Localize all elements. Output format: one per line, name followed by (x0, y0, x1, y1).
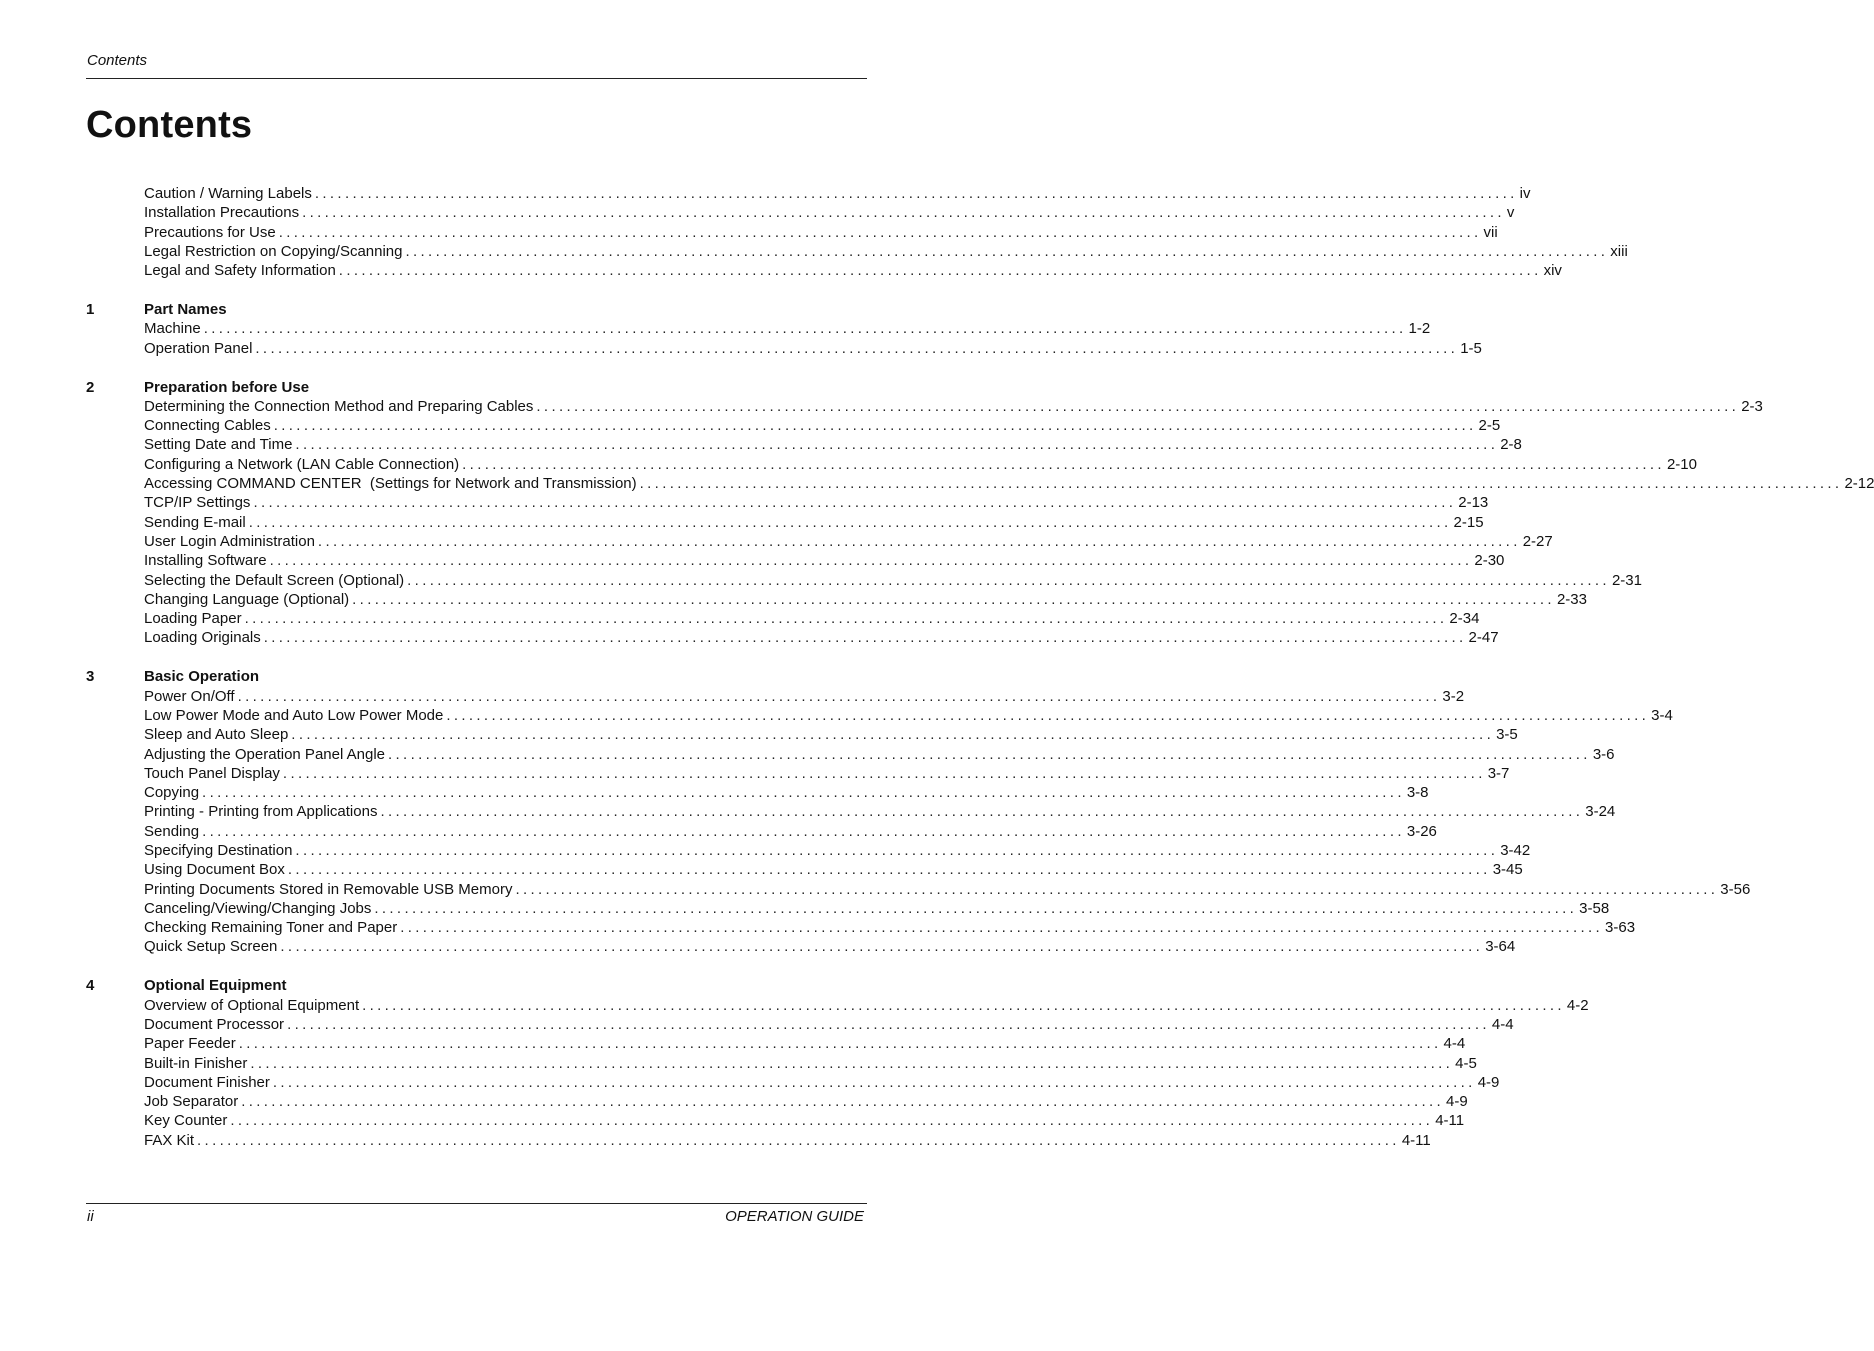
toc-entry-title: Installation Precautions (144, 204, 300, 222)
header-rule (86, 78, 867, 79)
dot-leader: ................................................................................................................................................................ (407, 571, 1610, 589)
toc-entry[interactable] (144, 1034, 1466, 1053)
toc-entry-page: 4-4 (1443, 1035, 1466, 1053)
dot-leader: ................................................................................................................................................................ (230, 1112, 1434, 1130)
dot-leader: ................................................................................................................................................................ (446, 706, 1650, 724)
chapter-number: 1 (86, 301, 95, 319)
toc-entry-title: Document Processor (144, 1015, 285, 1033)
toc-entry[interactable] (144, 397, 1763, 416)
dot-leader: ................................................................................................................................................................ (380, 803, 1584, 821)
toc-entry[interactable] (144, 687, 1465, 706)
toc-entry[interactable] (144, 319, 1431, 338)
toc-entry-page: 3-8 (1406, 784, 1429, 802)
dot-leader: ................................................................................................................................................................ (241, 1093, 1445, 1111)
dot-leader: ................................................................................................................................................................ (237, 687, 1441, 705)
dot-leader: ................................................................................................................................................................ (362, 996, 1565, 1014)
toc-chapter-1 (86, 300, 1482, 358)
footer-guide-name: OPERATION GUIDE (725, 1208, 864, 1225)
dot-leader: ................................................................................................................................................................ (263, 629, 1467, 647)
toc-entry-page: 2-13 (1458, 494, 1489, 512)
toc-entry-page: v (1506, 204, 1515, 222)
toc-entry-page: 2-27 (1522, 532, 1553, 550)
toc-entry-title: Operation Panel (144, 339, 253, 357)
dot-leader: ................................................................................................................................................................ (280, 938, 1484, 956)
chapter-heading[interactable] (86, 667, 834, 686)
toc-front-matter (86, 184, 1628, 280)
toc-entry-page: 3-24 (1585, 803, 1616, 821)
toc-entry-title: Machine (144, 320, 201, 338)
dot-leader: ................................................................................................................................................................ (273, 417, 1477, 435)
toc-entry-title: Determining the Connection Method and Preparing Cables (144, 397, 534, 415)
toc-entry-title: Legal and Safety Information (144, 262, 336, 280)
toc-entry-page: 2-12 (1844, 475, 1874, 493)
toc-entry-page: 2-15 (1453, 513, 1484, 531)
toc-entry-title: Adjusting the Operation Panel Angle (144, 745, 386, 763)
toc-entry[interactable] (144, 513, 1484, 532)
dot-leader: ................................................................................................................................................................ (278, 223, 1482, 241)
toc-entry-title: Sending E-mail (144, 513, 246, 531)
toc-entry-title: Paper Feeder (144, 1035, 236, 1053)
toc-entry-title: Accessing COMMAND CENTER (Settings for Network and Transmission) (144, 475, 637, 493)
toc-entry-page: 2-47 (1468, 629, 1499, 647)
chapter-heading[interactable] (86, 976, 834, 995)
dot-leader: ................................................................................................................................................................ (317, 532, 1521, 550)
toc-entry[interactable] (144, 1073, 1500, 1092)
toc-entry[interactable] (144, 1131, 1431, 1150)
toc-entry-title: Loading Paper (144, 610, 242, 628)
toc-entry[interactable] (144, 1015, 1514, 1034)
toc-entry-title: Specifying Destination (144, 841, 293, 859)
toc-entry[interactable] (144, 783, 1429, 802)
dot-leader: ................................................................................................................................................................ (400, 919, 1604, 937)
dot-leader: ................................................................................................................................................................ (282, 764, 1486, 782)
toc-entry[interactable] (144, 628, 1499, 647)
toc-entry-title: Power On/Off (144, 687, 235, 705)
toc-entry[interactable] (144, 223, 1498, 242)
dot-leader: ................................................................................................................................................................ (202, 784, 1405, 802)
dot-leader: ................................................................................................................................................................ (405, 242, 1609, 260)
toc-entry-page: 3-5 (1496, 726, 1518, 744)
toc-entry[interactable] (144, 1092, 1468, 1111)
toc-entry-page: xiv (1543, 262, 1562, 280)
dot-leader: ................................................................................................................................................................ (314, 185, 1518, 202)
toc-entry-title: Touch Panel Display (144, 764, 280, 782)
toc-entry-page: 3-26 (1406, 822, 1437, 840)
toc-entry-page: 4-9 (1446, 1093, 1468, 1111)
toc-entry[interactable] (144, 1054, 1477, 1073)
dot-leader: ................................................................................................................................................................ (302, 204, 1505, 222)
toc-entry-title: Selecting the Default Screen (Optional) (144, 571, 405, 589)
toc-entry[interactable] (144, 455, 1697, 474)
toc-entry-page: xiii (1610, 242, 1628, 260)
dot-leader: ................................................................................................................................................................ (250, 1054, 1454, 1072)
dot-leader: ................................................................................................................................................................ (197, 1131, 1400, 1149)
footer-page-number: ii (87, 1208, 94, 1225)
toc-entry-page: 2-10 (1666, 455, 1697, 473)
toc-entry[interactable] (144, 571, 1642, 590)
toc-entry-title: Sleep and Auto Sleep (144, 726, 289, 744)
toc-entry-page: 4-11 (1401, 1131, 1431, 1149)
toc-entry[interactable] (144, 996, 1589, 1015)
toc-entry-page: 2-31 (1611, 571, 1642, 589)
toc-entry-title: Changing Language (Optional) (144, 590, 350, 608)
toc-entry[interactable] (144, 435, 1522, 454)
toc-entry[interactable] (144, 841, 1531, 860)
toc-entry-title: Printing Documents Stored in Removable USB Memory (144, 880, 513, 898)
toc-entry-page: 4-4 (1491, 1015, 1514, 1033)
toc-entry-title: Sending (144, 822, 200, 840)
toc-entry-page: 3-64 (1485, 938, 1516, 956)
toc-entry[interactable] (144, 532, 1553, 551)
toc-entry-title: Canceling/Viewing/Changing Jobs (144, 899, 372, 917)
toc-entry-page: 4-5 (1455, 1054, 1477, 1072)
toc-entry[interactable] (144, 899, 1610, 918)
toc-entry-title: Connecting Cables (144, 417, 271, 435)
toc-entry-page: 2-3 (1741, 397, 1763, 415)
toc-entry-title: Precautions for Use (144, 223, 276, 241)
toc-entry-title: FAX Kit (144, 1131, 195, 1149)
toc-entry-title: Configuring a Network (LAN Cable Connection) (144, 455, 460, 473)
dot-leader: ................................................................................................................................................................ (388, 745, 1591, 763)
toc-entry-page: iv (1519, 185, 1531, 202)
chapter-title: Part Names (144, 301, 227, 319)
toc-entry[interactable] (144, 822, 1437, 841)
toc-entry-title: Printing - Printing from Applications (144, 803, 378, 821)
toc-entry-page: 2-30 (1474, 552, 1505, 570)
toc-entry[interactable] (144, 880, 1751, 899)
chapter-number: 2 (86, 378, 95, 396)
dot-leader: ................................................................................................................................................................ (203, 320, 1407, 338)
dot-leader: ................................................................................................................................................................ (295, 436, 1499, 454)
dot-leader: ................................................................................................................................................................ (338, 262, 1542, 280)
toc-entry-title: Overview of Optional Equipment (144, 996, 360, 1014)
dot-leader: ................................................................................................................................................................ (291, 726, 1495, 744)
toc-entry[interactable] (144, 609, 1480, 628)
toc-entry-page: 4-2 (1566, 996, 1589, 1014)
toc-entry-page: 2-8 (1500, 436, 1522, 454)
toc-entry-title: TCP/IP Settings (144, 494, 251, 512)
toc-entry-title: Quick Setup Screen (144, 938, 278, 956)
toc-entry-title: Document Finisher (144, 1073, 270, 1091)
toc-entry-page: 3-63 (1605, 919, 1636, 937)
toc-entry-title: Using Document Box (144, 861, 285, 879)
toc-entry-page: 2-34 (1449, 610, 1480, 628)
toc-entry[interactable] (144, 860, 1523, 879)
toc-entry-page: 3-6 (1592, 745, 1615, 763)
dot-leader: ................................................................................................................................................................ (287, 1015, 1490, 1033)
dot-leader: ................................................................................................................................................................ (515, 880, 1719, 898)
toc-entry[interactable] (144, 339, 1482, 358)
toc-chapter-2 (86, 378, 1874, 648)
toc-entry-page: 3-42 (1500, 841, 1531, 859)
toc-entry-title: Caution / Warning Labels (144, 185, 312, 202)
chapter-title: Preparation before Use (144, 378, 310, 396)
page-title: Contents (86, 104, 253, 146)
toc-entry-title: User Login Administration (144, 532, 315, 550)
chapter-title: Optional Equipment (144, 977, 287, 995)
toc-entry-page: 3-58 (1579, 899, 1610, 917)
toc-entry-page: 1-2 (1408, 320, 1431, 338)
chapter-heading[interactable] (86, 300, 834, 319)
toc-entry[interactable] (144, 551, 1505, 570)
table-of-contents (86, 184, 1874, 1170)
toc-entry[interactable] (144, 474, 1874, 493)
dot-leader: ................................................................................................................................................................ (255, 339, 1459, 357)
chapter-title: Basic Operation (144, 668, 260, 686)
dot-leader: ................................................................................................................................................................ (248, 513, 1452, 531)
toc-entry-title: Job Separator (144, 1093, 239, 1111)
toc-entry[interactable] (144, 725, 1518, 744)
toc-entry-page: 4-11 (1435, 1112, 1465, 1130)
toc-chapter-3 (86, 667, 1751, 956)
dot-leader: ................................................................................................................................................................ (202, 822, 1405, 840)
toc-entry-page: 3-7 (1487, 764, 1510, 782)
dot-leader: ................................................................................................................................................................ (536, 397, 1740, 415)
toc-entry-page: 1-5 (1460, 339, 1482, 357)
dot-leader: ................................................................................................................................................................ (244, 610, 1448, 628)
dot-leader: ................................................................................................................................................................ (374, 899, 1578, 917)
toc-entry-page: 3-45 (1492, 861, 1523, 879)
toc-entry-title: Installing Software (144, 552, 267, 570)
toc-entry-page: vii (1483, 223, 1498, 241)
chapter-number: 3 (86, 668, 95, 686)
running-header: Contents (87, 52, 148, 69)
dot-leader: ................................................................................................................................................................ (295, 841, 1499, 859)
toc-entry-page: 2-33 (1556, 590, 1587, 608)
toc-entry[interactable] (144, 802, 1616, 821)
toc-entry-title: Copying (144, 784, 200, 802)
toc-entry[interactable] (144, 745, 1615, 764)
toc-entry[interactable] (144, 261, 1562, 280)
toc-entry[interactable] (144, 918, 1636, 937)
toc-entry[interactable] (144, 1111, 1465, 1130)
dot-leader: ................................................................................................................................................................ (253, 494, 1457, 512)
toc-entry[interactable] (144, 416, 1501, 435)
toc-entry[interactable] (144, 706, 1673, 725)
toc-entry-page: 4-9 (1477, 1073, 1500, 1091)
toc-entry[interactable] (144, 493, 1489, 512)
toc-entry[interactable] (144, 937, 1516, 956)
dot-leader: ................................................................................................................................................................ (462, 455, 1665, 473)
toc-entry-page: 3-4 (1651, 706, 1673, 724)
chapter-number: 4 (86, 977, 95, 995)
toc-entry[interactable] (144, 242, 1628, 261)
dot-leader: ................................................................................................................................................................ (287, 861, 1491, 879)
toc-entry[interactable] (144, 203, 1515, 222)
toc-entry[interactable] (144, 184, 1531, 203)
toc-entry[interactable] (144, 590, 1587, 609)
toc-entry-title: Checking Remaining Toner and Paper (144, 919, 398, 937)
dot-leader: ................................................................................................................................................................ (269, 552, 1473, 570)
toc-entry-title: Built-in Finisher (144, 1054, 248, 1072)
toc-entry-title: Legal Restriction on Copying/Scanning (144, 242, 403, 260)
toc-entry-page: 3-56 (1720, 880, 1751, 898)
toc-chapter-4 (86, 976, 1589, 1150)
dot-leader: ................................................................................................................................................................ (238, 1035, 1442, 1053)
toc-entry-title: Low Power Mode and Auto Low Power Mode (144, 706, 444, 724)
toc-entry-page: 3-2 (1442, 687, 1465, 705)
toc-entry[interactable] (144, 764, 1510, 783)
dot-leader: ................................................................................................................................................................ (352, 590, 1555, 608)
dot-leader: ................................................................................................................................................................ (272, 1073, 1476, 1091)
footer-rule (86, 1203, 867, 1204)
chapter-heading[interactable] (86, 378, 834, 397)
toc-entry-title: Loading Originals (144, 629, 261, 647)
toc-entry-title: Key Counter (144, 1112, 228, 1130)
dot-leader: ................................................................................................................................................................ (639, 475, 1843, 493)
toc-entry-page: 2-5 (1478, 417, 1501, 435)
toc-entry-title: Setting Date and Time (144, 436, 293, 454)
